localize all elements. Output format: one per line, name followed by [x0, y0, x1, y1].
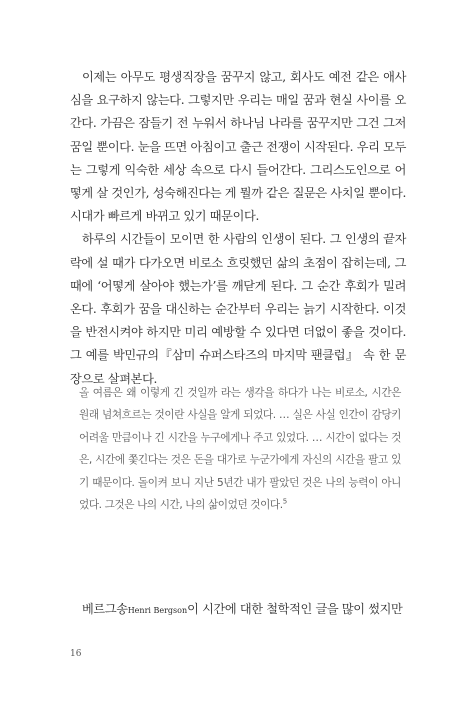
paragraph-2: 하루의 시간들이 모이면 한 사람의 인생이 된다. 그 인생의 끝자락에 설 때가 다가오면 비로소 흐릿했던 삶의 초점이 잡히는데, 그때에 ‘어떻게 살아야 했는가’를 깨닫게 된다. 그 순간 후회가 밀려온다. 후회가 꿈을 대신하는 순간부터 우리는 늙기 시작한다. 이것을 반전시켜야 하지만 미리 예방할 수 있다면 더없이 좋을 것이다. 그 예를 박민규의『삼미 슈퍼스타즈의 마지막 팬클럽』 속 한 문장으로 살펴본다.	[70, 232, 406, 386]
paragraph-3	[70, 598, 406, 622]
continuation-text	[70, 598, 406, 622]
main-body-text	[70, 66, 406, 391]
paragraph-1: 이제는 아무도 평생직장을 꿈꾸지 않고, 회사도 예전 같은 애사심을 요구하지 않는다. 그렇지만 우리는 매일 꿈과 현실 사이를 오간다. 가끔은 잠들기 전 누워서 하나님 나라를 꿈꾸지만 그건 그저 꿈일 뿐이다. 눈을 뜨면 아침이고 출근 전쟁이 시작된다. 우리 모두는 그렇게 익숙한 세상 속으로 다시 들어간다. 그리스도인으로 어떻게 살 것인가, 성숙해진다는 게 뭘까 같은 질문은 사치일 뿐이다. 시대가 빠르게 바뀌고 있기 때문이다.	[70, 70, 406, 224]
page-number: 16	[70, 649, 82, 659]
quote-body: 올 여름은 왜 이렇게 긴 것일까 라는 생각을 하다가 나는 비로소, 시간은 원래 넘쳐흐르는 것이란 사실을 알게 되었다. … 실은 사실 인간이 감당키 어려울 만큼이나 긴 시간을 누구에게나 주고 있었다. … 시간이 없다는 것은, 시간에 쫓긴다는 것은 돈을 대가로 누군가에게 자신의 시간을 팔고 있기 때문이다. 돌이켜 보니 지난 5년간 내가 팔았던 것은 나의 능력이 아니었다. 그것은 나의 시간, 나의 삶이었던 것이다.	[79, 387, 401, 512]
bergson-latin-name: Henri Bergson	[127, 606, 188, 615]
footnote-marker: 5	[282, 497, 287, 506]
bergson-name: 베르그송	[82, 602, 128, 616]
paragraph-3-rest: 이 시간에 대한 철학적인 글을 많이 썼지만	[187, 602, 403, 616]
quote-text	[79, 382, 401, 516]
block-quote	[79, 382, 401, 516]
